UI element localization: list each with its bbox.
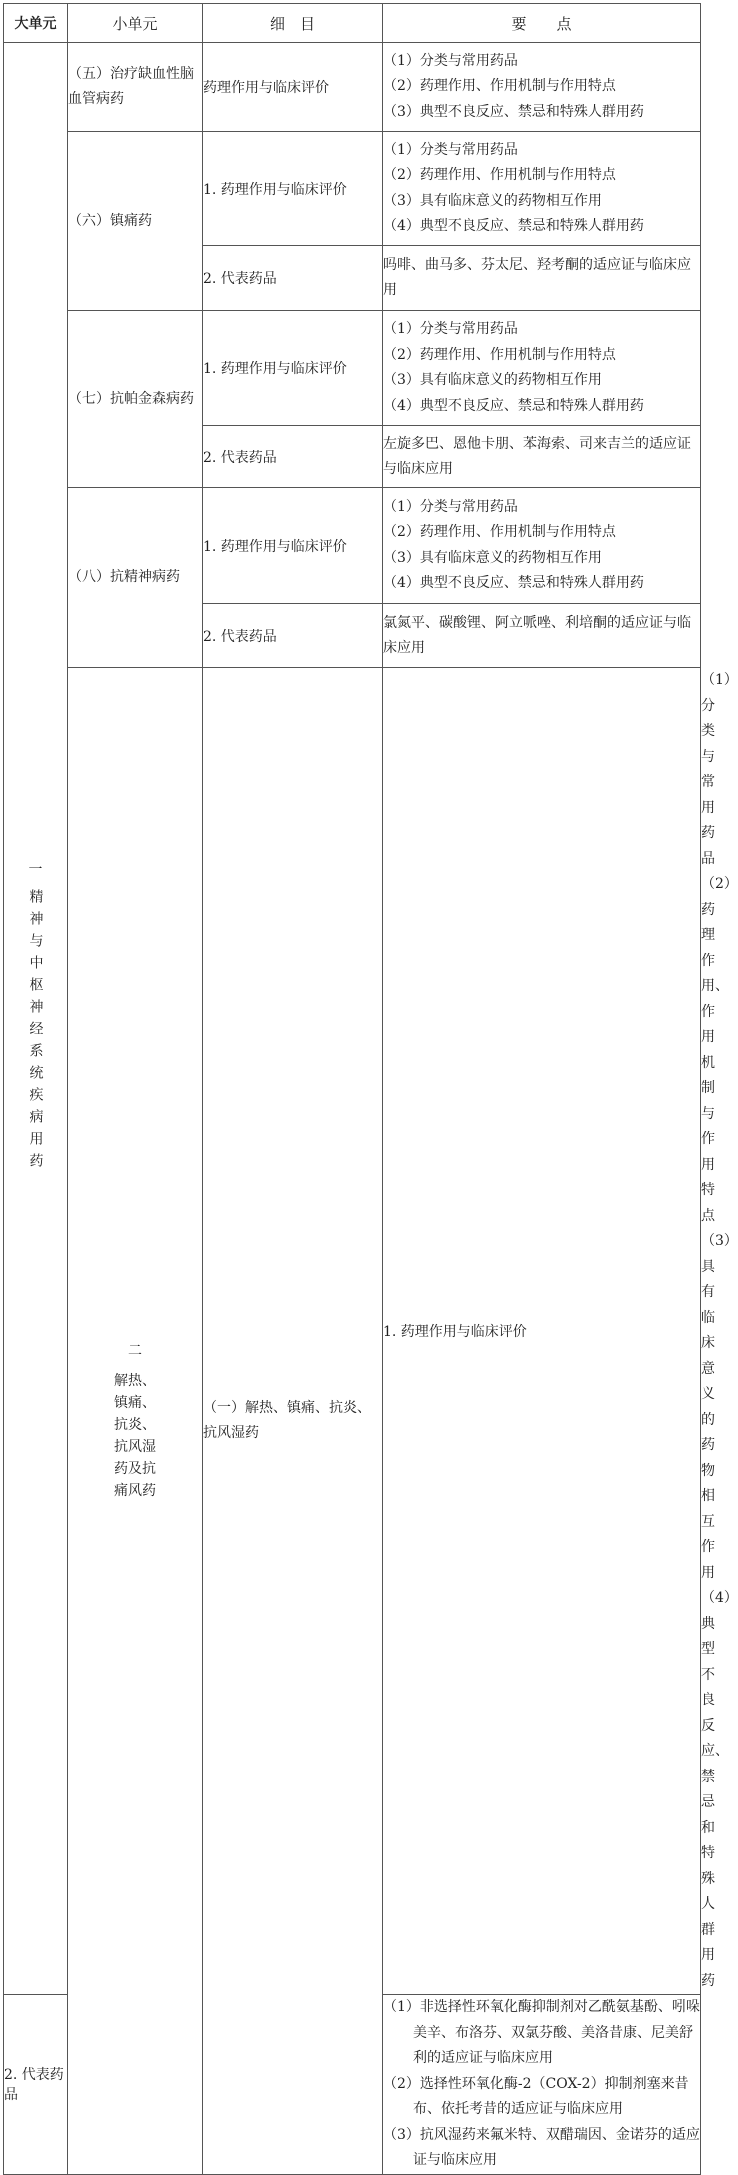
detail-cell: 1. 药理作用与临床评价 (383, 668, 701, 1995)
point-item: （3）抗风湿药来氟米特、双醋瑞因、金诺芬的适应证与临床应用 (383, 2126, 700, 2168)
subunit-cell: （八）抗精神病药 (68, 488, 203, 668)
point-item: （2）药理作用、作用机制与作用特点 (383, 524, 616, 540)
representative-drugs: 左旋多巴、恩他卡朋、苯海索、司来吉兰的适应证与临床应用 (383, 435, 691, 477)
detail-cell: 药理作用与临床评价 (203, 43, 383, 132)
detail-cell: 2. 代表药品 (203, 246, 383, 311)
point-item: （1）分类与常用药品 (383, 141, 518, 158)
point-item: （2）药理作用、作用机制与作用特点 (383, 346, 616, 363)
detail-cell: 1. 药理作用与临床评价 (203, 132, 383, 246)
point-item: （4）典型不良反应、禁忌和特殊人群用药 (383, 397, 644, 414)
unit-title: 精神与中枢神经系统疾病用药 (27, 888, 44, 1175)
points-cell (383, 311, 701, 426)
points-cell (383, 132, 701, 246)
detail-cell: 2. 代表药品 (4, 1995, 68, 2175)
unit-cell-1 (4, 43, 68, 1995)
point-item: （4）典型不良反应、禁忌和特殊人群用药 (383, 575, 644, 591)
header-subunit: 小单元 (68, 4, 203, 43)
point-item: （2）药理作用、作用机制与作用特点 (383, 167, 616, 183)
point-item: （1）分类与常用药品 (383, 498, 518, 515)
table-row (4, 488, 701, 604)
header-detail: 细 目 (203, 4, 383, 43)
unit-title: 解热、镇痛、抗炎、抗风湿药及抗痛风药 (114, 1372, 156, 1499)
detail-cell: 2. 代表药品 (203, 426, 383, 488)
table-row (4, 311, 701, 426)
subunit-cell: （五）治疗缺血性脑血管病药 (68, 43, 203, 132)
detail-cell: 1. 药理作用与临床评价 (203, 311, 383, 426)
unit-number: 二 (128, 1342, 142, 1359)
points-cell (383, 1995, 701, 2175)
point-item: （4）典型不良反应、禁忌和特殊人群用药 (383, 218, 644, 234)
subunit-cell: （一）解热、镇痛、抗炎、抗风湿药 (203, 668, 383, 2175)
points-cell (383, 426, 701, 488)
header-points: 要 点 (383, 4, 701, 43)
syllabus-table (3, 3, 738, 2175)
points-cell (383, 246, 701, 311)
table-row (4, 132, 701, 246)
representative-drugs: 吗啡、曲马多、芬太尼、羟考酮的适应证与临床应用 (383, 257, 691, 298)
point-item: （2）选择性环氧化酶-2（COX-2）抑制剂塞来昔布、依托考昔的适应证与临床应用 (383, 2075, 689, 2117)
subunit-cell: （七）抗帕金森病药 (68, 311, 203, 488)
point-item: （3）具有临床意义的药物相互作用 (383, 549, 602, 566)
unit-number: 一 (28, 861, 43, 878)
points-cell (383, 488, 701, 604)
table-row: 二 解热、镇痛、抗炎、抗风湿药及抗痛风药 （一）解热、镇痛、抗炎、抗风湿药 1. 药理作用与临床评价 （1）分类与常用药品 （2）药理作用、作用机制与作用特点 （3）具有临床意义的药物相互作用 （4）典型不良反应、禁忌和特殊人群用药 (4, 668, 701, 1995)
points-cell (383, 43, 701, 132)
header-row (4, 4, 701, 43)
points-cell (383, 604, 701, 668)
table-row (4, 43, 701, 132)
point-item: （3）具有临床意义的药物相互作用 (383, 372, 602, 388)
unit-cell-2 (68, 668, 203, 2175)
point-item: （1）非选择性环氧化酶抑制剂对乙酰氨基酚、吲哚美辛、布洛芬、双氯芬酸、美洛昔康、尼美舒利的适应证与临床应用 (383, 1999, 700, 2066)
point-item: （2）药理作用、作用机制与作用特点 (383, 78, 616, 95)
point-item: （3）典型不良反应、禁忌和特殊人群用药 (383, 103, 644, 120)
detail-cell: 1. 药理作用与临床评价 (203, 488, 383, 604)
detail-cell: 2. 代表药品 (203, 604, 383, 668)
representative-drugs: 氯氮平、碳酸锂、阿立哌唑、利培酮的适应证与临床应用 (383, 614, 691, 656)
header-unit: 大单元 (4, 4, 68, 43)
point-item: （1）分类与常用药品 (383, 52, 518, 69)
subunit-cell: （六）镇痛药 (68, 132, 203, 311)
point-item: （1）分类与常用药品 (383, 321, 518, 337)
point-item: （3）具有临床意义的药物相互作用 (383, 192, 602, 209)
syllabus-sheet (3, 3, 738, 2168)
